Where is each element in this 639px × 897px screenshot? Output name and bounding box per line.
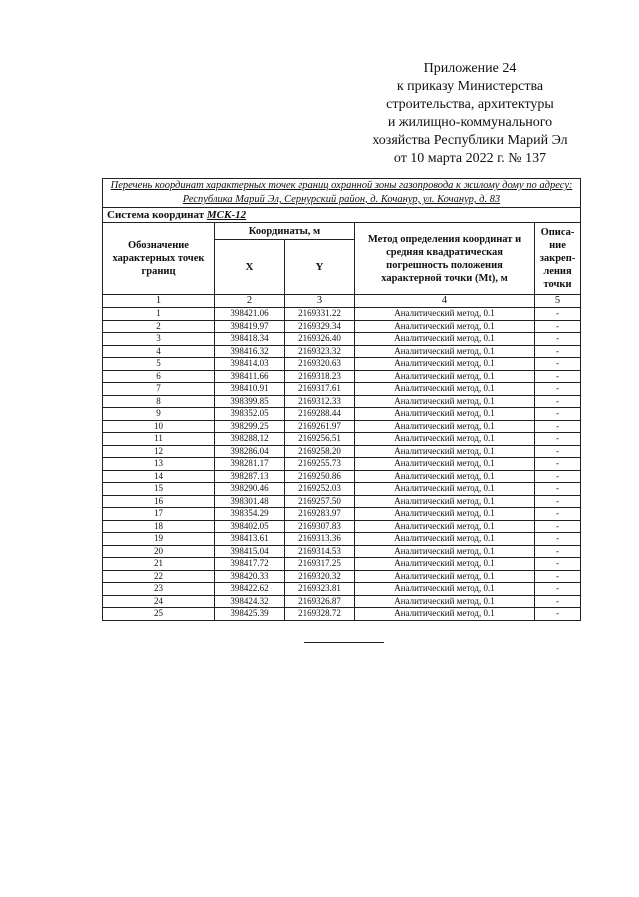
appendix-line: хозяйства Республики Марий Эл <box>372 133 568 148</box>
coord-x: 398299.25 <box>215 420 285 433</box>
description-cell: - <box>535 370 581 383</box>
point-number: 18 <box>103 520 215 533</box>
table-row <box>103 320 581 333</box>
description-cell: - <box>535 508 581 521</box>
point-number: 7 <box>103 383 215 396</box>
description-cell: - <box>535 383 581 396</box>
coord-y: 2169323.32 <box>285 345 355 358</box>
description-cell: - <box>535 595 581 608</box>
method-cell: Аналитический метод, 0.1 <box>355 608 535 621</box>
method-cell: Аналитический метод, 0.1 <box>355 358 535 371</box>
coord-x: 398425.39 <box>215 608 285 621</box>
method-cell: Аналитический метод, 0.1 <box>355 583 535 596</box>
method-cell: Аналитический метод, 0.1 <box>355 383 535 396</box>
coord-x: 398402.05 <box>215 520 285 533</box>
column-number-row <box>103 295 581 308</box>
table-row <box>103 558 581 571</box>
description-cell: - <box>535 433 581 446</box>
coord-y: 2169323.81 <box>285 583 355 596</box>
table-row <box>103 333 581 346</box>
coord-y: 2169258.20 <box>285 445 355 458</box>
point-number: 19 <box>103 533 215 546</box>
point-number: 5 <box>103 358 215 371</box>
description-cell: - <box>535 395 581 408</box>
description-cell: - <box>535 583 581 596</box>
point-number: 11 <box>103 433 215 446</box>
method-cell: Аналитический метод, 0.1 <box>355 570 535 583</box>
table-row <box>103 445 581 458</box>
separator-line <box>304 642 384 643</box>
appendix-line: от 10 марта 2022 г. № 137 <box>393 151 547 166</box>
coord-y: 2169320.63 <box>285 358 355 371</box>
table-row <box>103 533 581 546</box>
coord-y: 2169261.97 <box>285 420 355 433</box>
appendix-line: к приказу Министерства <box>396 79 544 94</box>
table-row <box>103 408 581 421</box>
point-number: 10 <box>103 420 215 433</box>
method-cell: Аналитический метод, 0.1 <box>355 433 535 446</box>
method-cell: Аналитический метод, 0.1 <box>355 595 535 608</box>
coord-x: 398410.91 <box>215 383 285 396</box>
appendix-line: Приложение 24 <box>423 61 517 76</box>
point-number: 15 <box>103 483 215 496</box>
table-row <box>103 420 581 433</box>
point-number: 20 <box>103 545 215 558</box>
table-row <box>103 345 581 358</box>
table-row <box>103 508 581 521</box>
table-row <box>103 545 581 558</box>
coord-x: 398413.61 <box>215 533 285 546</box>
column-number: 2 <box>215 295 285 308</box>
header-coordinates: Координаты, м <box>215 223 355 240</box>
description-cell: - <box>535 445 581 458</box>
coord-y: 2169326.40 <box>285 333 355 346</box>
description-cell: - <box>535 608 581 621</box>
table-row <box>103 458 581 471</box>
method-cell: Аналитический метод, 0.1 <box>355 520 535 533</box>
table-row <box>103 383 581 396</box>
method-cell: Аналитический метод, 0.1 <box>355 445 535 458</box>
table-row <box>103 595 581 608</box>
method-cell: Аналитический метод, 0.1 <box>355 558 535 571</box>
point-number: 8 <box>103 395 215 408</box>
point-number: 16 <box>103 495 215 508</box>
coord-x: 398416.32 <box>215 345 285 358</box>
coordinates-table <box>102 178 581 621</box>
table-row <box>103 570 581 583</box>
header-designation: Обозначение характерных точек границ <box>103 223 215 295</box>
description-cell: - <box>535 420 581 433</box>
appendix-header <box>320 60 620 168</box>
column-number: 4 <box>355 295 535 308</box>
coord-y: 2169331.22 <box>285 308 355 321</box>
point-number: 14 <box>103 470 215 483</box>
method-cell: Аналитический метод, 0.1 <box>355 308 535 321</box>
table-row <box>103 520 581 533</box>
description-cell: - <box>535 520 581 533</box>
coord-x: 398281.17 <box>215 458 285 471</box>
method-cell: Аналитический метод, 0.1 <box>355 470 535 483</box>
table-row <box>103 583 581 596</box>
table-body <box>103 308 581 621</box>
coord-y: 2169328.72 <box>285 608 355 621</box>
coord-y: 2169326.87 <box>285 595 355 608</box>
coord-x: 398415.04 <box>215 545 285 558</box>
column-number: 1 <box>103 295 215 308</box>
point-number: 23 <box>103 583 215 596</box>
coord-y: 2169313.36 <box>285 533 355 546</box>
table-row <box>103 433 581 446</box>
coord-y: 2169318.23 <box>285 370 355 383</box>
description-cell: - <box>535 545 581 558</box>
table-row <box>103 608 581 621</box>
table-caption: Перечень координат характерных точек границ охранной зоны газопровода к жилому дому по адресу: Республика Марий Эл, Сернурский район, д. Кочанур, ул. Кочанур, д. 83 <box>103 179 581 208</box>
coord-y: 2169255.73 <box>285 458 355 471</box>
coord-x: 398290.46 <box>215 483 285 496</box>
coord-x: 398352.05 <box>215 408 285 421</box>
description-cell: - <box>535 320 581 333</box>
description-cell: - <box>535 470 581 483</box>
point-number: 4 <box>103 345 215 358</box>
method-cell: Аналитический метод, 0.1 <box>355 345 535 358</box>
coord-x: 398417.72 <box>215 558 285 571</box>
coord-y: 2169320.32 <box>285 570 355 583</box>
header-y: Y <box>285 240 355 295</box>
method-cell: Аналитический метод, 0.1 <box>355 495 535 508</box>
coordinate-system-row <box>103 208 581 223</box>
coordinate-system-label: Система координат <box>107 209 205 221</box>
coord-x: 398418.34 <box>215 333 285 346</box>
method-cell: Аналитический метод, 0.1 <box>355 483 535 496</box>
point-number: 21 <box>103 558 215 571</box>
table-row <box>103 495 581 508</box>
coord-x: 398414.03 <box>215 358 285 371</box>
description-cell: - <box>535 570 581 583</box>
method-cell: Аналитический метод, 0.1 <box>355 458 535 471</box>
table-row <box>103 470 581 483</box>
description-cell: - <box>535 358 581 371</box>
coord-y: 2169256.51 <box>285 433 355 446</box>
table-row <box>103 483 581 496</box>
method-cell: Аналитический метод, 0.1 <box>355 320 535 333</box>
coord-x: 398420.33 <box>215 570 285 583</box>
coord-x: 398286.04 <box>215 445 285 458</box>
point-number: 13 <box>103 458 215 471</box>
header-x: X <box>215 240 285 295</box>
point-number: 3 <box>103 333 215 346</box>
description-cell: - <box>535 495 581 508</box>
point-number: 22 <box>103 570 215 583</box>
table-row <box>103 395 581 408</box>
point-number: 1 <box>103 308 215 321</box>
coord-x: 398422.62 <box>215 583 285 596</box>
coord-y: 2169252.03 <box>285 483 355 496</box>
point-number: 25 <box>103 608 215 621</box>
description-cell: - <box>535 558 581 571</box>
coord-y: 2169317.25 <box>285 558 355 571</box>
appendix-line: строительства, архитектуры <box>386 97 554 112</box>
point-number: 12 <box>103 445 215 458</box>
column-number: 5 <box>535 295 581 308</box>
method-cell: Аналитический метод, 0.1 <box>355 508 535 521</box>
description-cell: - <box>535 333 581 346</box>
coord-x: 398287.13 <box>215 470 285 483</box>
point-number: 6 <box>103 370 215 383</box>
coord-y: 2169288.44 <box>285 408 355 421</box>
header-method: Метод определения координат и средняя квадратическая погрешность положения характерной точки (Mt), м <box>355 223 535 295</box>
method-cell: Аналитический метод, 0.1 <box>355 408 535 421</box>
coord-y: 2169283.97 <box>285 508 355 521</box>
point-number: 9 <box>103 408 215 421</box>
coord-y: 2169250.86 <box>285 470 355 483</box>
method-cell: Аналитический метод, 0.1 <box>355 545 535 558</box>
coord-y: 2169317.61 <box>285 383 355 396</box>
table-row <box>103 358 581 371</box>
coord-x: 398301.48 <box>215 495 285 508</box>
header-description: Описа-ние закреп-ления точки <box>535 223 581 295</box>
description-cell: - <box>535 458 581 471</box>
appendix-line: и жилищно-коммунального <box>387 115 553 130</box>
table-row <box>103 370 581 383</box>
description-cell: - <box>535 345 581 358</box>
method-cell: Аналитический метод, 0.1 <box>355 533 535 546</box>
coordinate-system-name: МСК-12 <box>206 209 247 221</box>
coord-x: 398411.66 <box>215 370 285 383</box>
description-cell: - <box>535 408 581 421</box>
description-cell: - <box>535 533 581 546</box>
coord-x: 398419.97 <box>215 320 285 333</box>
method-cell: Аналитический метод, 0.1 <box>355 395 535 408</box>
coord-y: 2169312.33 <box>285 395 355 408</box>
coord-y: 2169257.50 <box>285 495 355 508</box>
method-cell: Аналитический метод, 0.1 <box>355 420 535 433</box>
coord-y: 2169314.53 <box>285 545 355 558</box>
point-number: 24 <box>103 595 215 608</box>
coord-x: 398399.85 <box>215 395 285 408</box>
point-number: 2 <box>103 320 215 333</box>
point-number: 17 <box>103 508 215 521</box>
description-cell: - <box>535 308 581 321</box>
method-cell: Аналитический метод, 0.1 <box>355 370 535 383</box>
table-row <box>103 308 581 321</box>
method-cell: Аналитический метод, 0.1 <box>355 333 535 346</box>
coord-y: 2169307.83 <box>285 520 355 533</box>
coord-x: 398354.29 <box>215 508 285 521</box>
column-number: 3 <box>285 295 355 308</box>
description-cell: - <box>535 483 581 496</box>
coord-x: 398288.12 <box>215 433 285 446</box>
coord-x: 398421.06 <box>215 308 285 321</box>
coord-y: 2169329.34 <box>285 320 355 333</box>
coord-x: 398424.32 <box>215 595 285 608</box>
